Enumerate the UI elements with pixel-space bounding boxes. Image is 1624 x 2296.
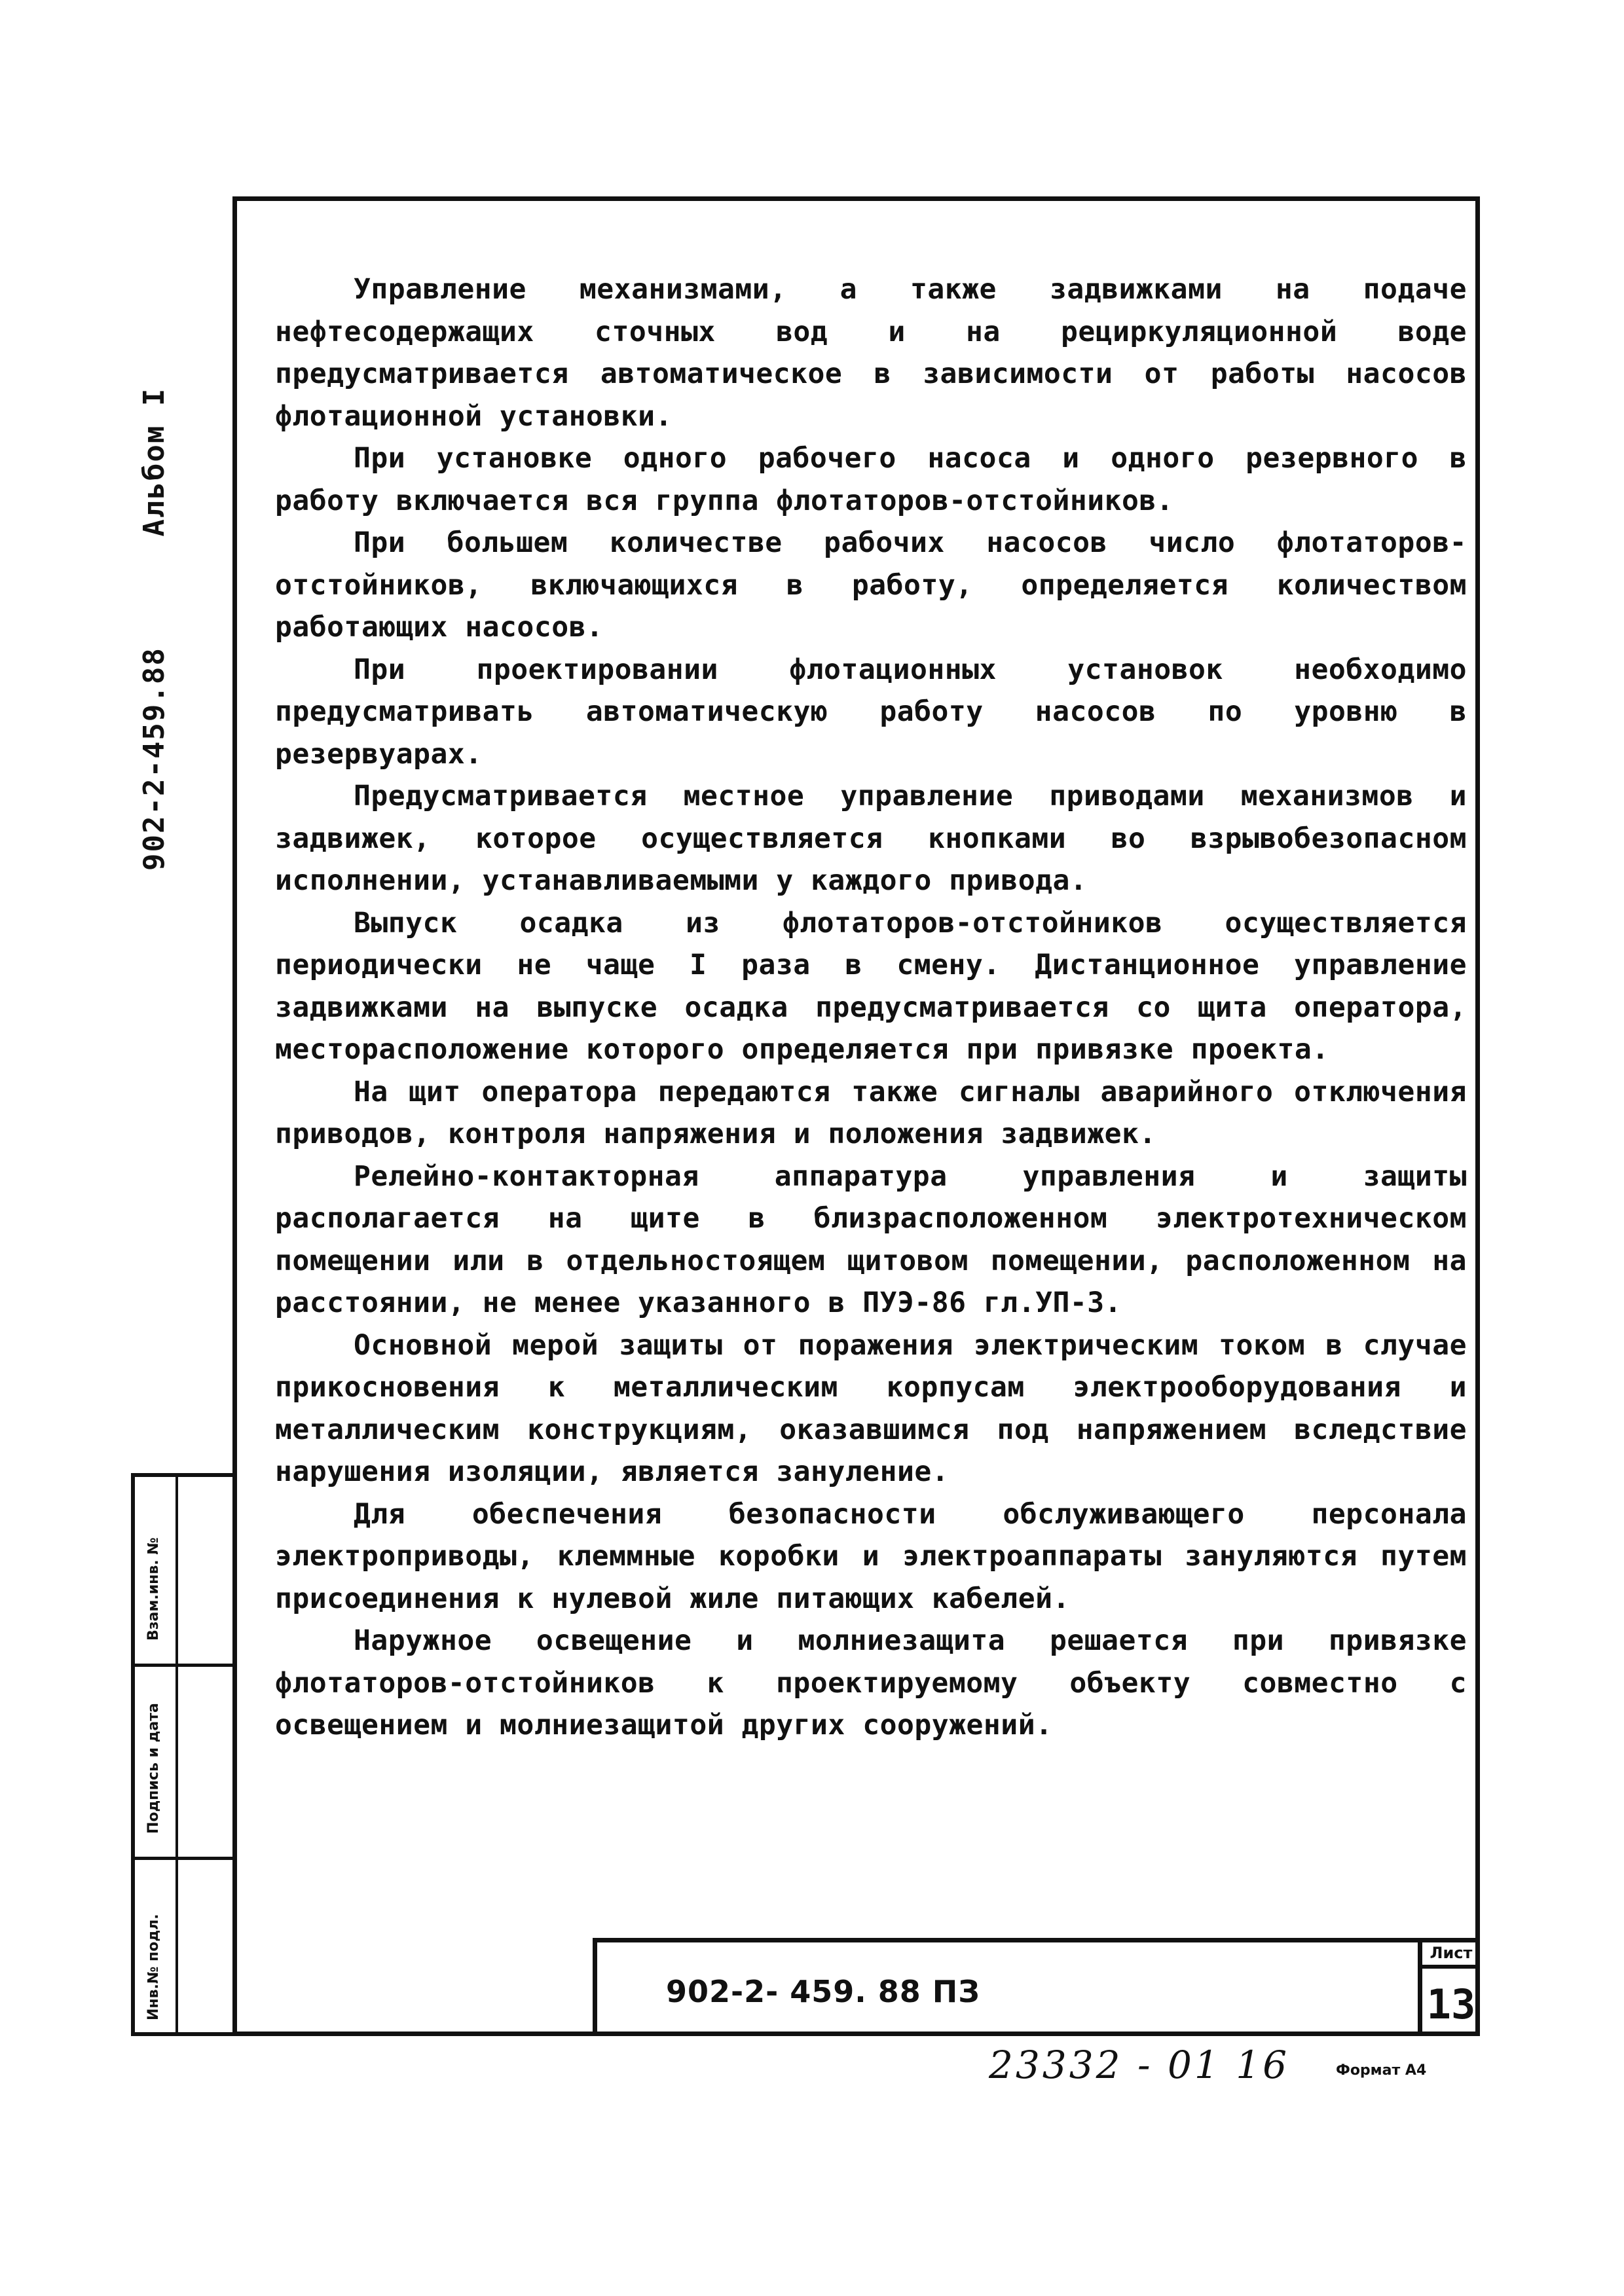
stamp-divider <box>135 1664 175 1667</box>
stamp-inv-orig: Инв.№ подл. <box>145 1914 162 2020</box>
body-paragraph: Предусматривается местное управление приводами механизмов и задвижек, которое осуществляется кнопками во взрывобезопасном исполнении, устанавливаемыми у каждого привода. <box>275 780 1467 897</box>
body-paragraph: Управление механизмами, а также задвижками на подаче нефтесодержащих сточных вод и на рециркуляционной воде предусматривается автоматическое в зависимости от работы насосов флотационной установки. <box>275 273 1467 433</box>
side-label <box>138 387 171 871</box>
body-paragraph: Для обеспечения безопасности обслуживающего персонала электроприводы, клеммные коробки и электроаппараты зануляются путем присоединения к нулевой жиле питающих кабелей. <box>275 1497 1467 1615</box>
inventory-number: 23332 - 01 16 <box>989 2043 1290 2087</box>
left-stamp-column <box>131 1473 232 2036</box>
sheet-number: 13 <box>1426 1980 1476 2028</box>
body-paragraph: При установке одного рабочего насоса и одного резервного в работу включается вся группа флотаторов-отстойников. <box>275 442 1467 517</box>
stamp-value-column <box>178 1477 232 2032</box>
body-paragraph: При большем количестве рабочих насосов число флотаторов-отстойников, включающихся в работу, определяется количеством работающих насосов. <box>275 526 1467 644</box>
sheet-box <box>1418 1942 1480 2036</box>
stamp-label-column <box>135 1477 178 2032</box>
body-paragraph: На щит оператора передаются также сигналы аварийного отключения приводов, контроля напряжения и положения задвижек. <box>275 1075 1467 1150</box>
body-paragraph: Выпуск осадка из флотаторов-отстойников осуществляется периодически не чаще I раза в смену. Дистанционное управление задвижками на выпуске осадка предусматривается со щита оператора, месторасположение которого определяется при привязке проекта. <box>275 906 1467 1066</box>
body-paragraph: При проектировании флотационных установок необходимо предусматривать автоматическую работу насосов по уровню в резервуарах. <box>275 653 1467 771</box>
stamp-divider <box>178 1664 232 1667</box>
body-paragraph: Наружное освещение и молниезащита решается при привязке флотаторов-отстойников к проектируемому объекту совместно с освещением и молниезащитой других сооружений. <box>275 1624 1467 1741</box>
title-block <box>593 1938 1480 2036</box>
stamp-divider <box>135 1857 175 1860</box>
format-label: Формат А4 <box>1336 2062 1427 2079</box>
sheet-label: Лист <box>1422 1944 1480 1969</box>
stamp-divider <box>178 1857 232 1860</box>
body-paragraph: Релейно-контакторная аппаратура управления и защиты располагается на щите в близрасположенном электротехническом помещении или в отдельностоящем щитовом помещении, расположенном на расстоянии, не менее указанного в ПУЭ-86 гл.УП-3. <box>275 1159 1467 1319</box>
side-album-label: Альбом I <box>138 387 171 537</box>
side-project-code: 902-2-459.88 <box>138 647 171 871</box>
body-paragraph: Основной мерой защиты от поражения электрическим током в случае прикосновения к металлическим корпусам электрооборудования и металлическим конструкциям, оказавшимся под напряжением вследствие нарушения изоляции, является зануление. <box>275 1328 1467 1488</box>
document-body <box>275 268 1467 1747</box>
document-code: 902-2- 459. 88 ПЗ <box>666 1974 980 2009</box>
stamp-replace-inv: Взам.инв. № <box>145 1537 162 1641</box>
stamp-sign-date: Подпись и дата <box>145 1703 162 1834</box>
